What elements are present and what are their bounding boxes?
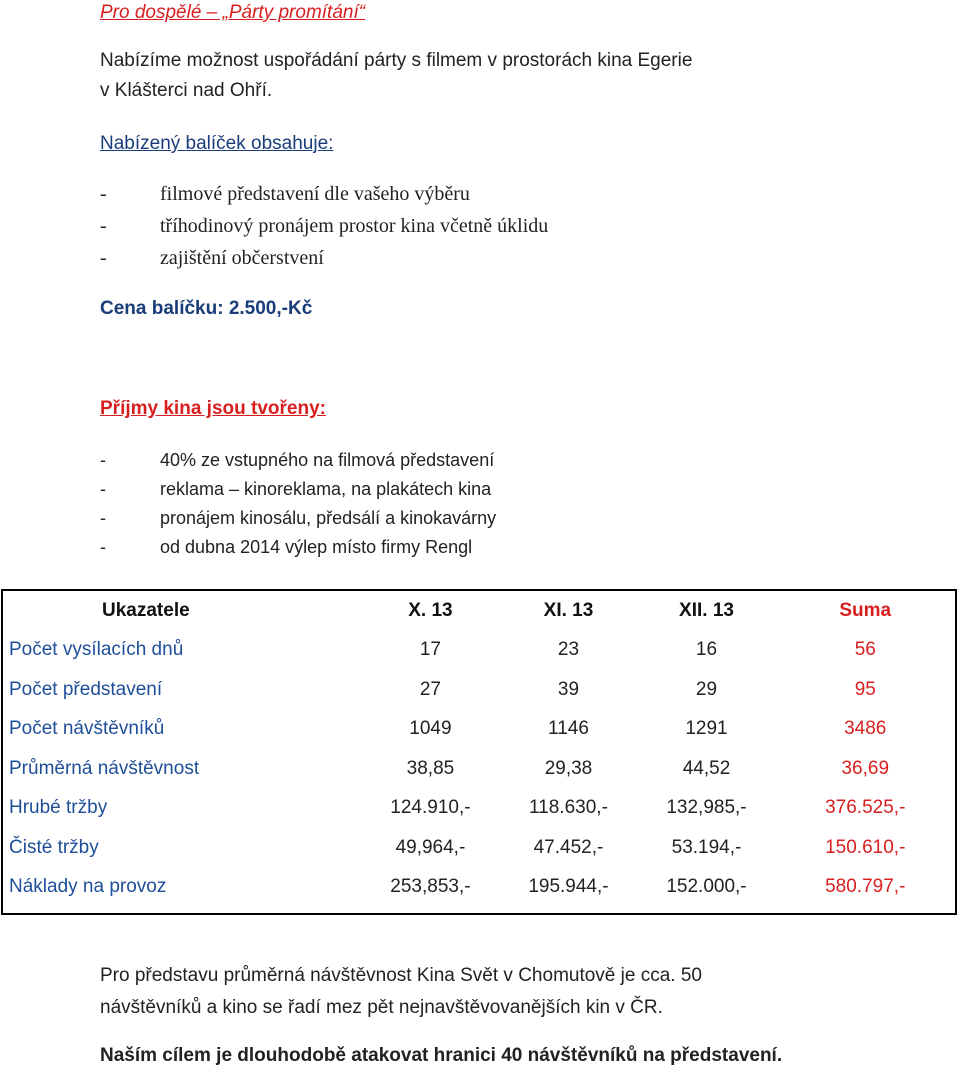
income-item: - od dubna 2014 výlep místo firmy Rengl	[100, 537, 473, 557]
header-sum: Suma	[839, 599, 892, 621]
cell-sum: 580.797,-	[825, 876, 906, 898]
table-row	[3, 631, 955, 671]
cell-value: 1146	[548, 718, 589, 740]
cell-value: 23	[557, 639, 580, 661]
cell-sum: 56	[854, 639, 876, 661]
table-header-row	[3, 591, 955, 631]
table-row	[3, 710, 955, 750]
table-row	[3, 670, 955, 710]
row-label: Čisté tržby	[9, 836, 99, 858]
cell-value: 27	[419, 678, 441, 700]
footer-line-1: Pro představu průměrná návštěvnost Kina Svět v Chomutově je cca. 50	[100, 965, 702, 986]
cell-value: 253,853,-	[390, 876, 471, 898]
row-label: Náklady na provoz	[9, 876, 167, 898]
statistics-table	[1, 589, 957, 915]
cell-value: 152.000,-	[666, 876, 747, 898]
cell-sum: 36,69	[841, 757, 890, 779]
cell-value: 195.944,-	[528, 876, 609, 898]
table-row	[3, 828, 955, 868]
cell-sum: 3486	[844, 718, 887, 740]
income-item: - reklama – kinoreklama, na plakátech kina	[100, 479, 492, 499]
cell-value: 132,985,-	[666, 797, 747, 819]
package-item: - tříhodinový pronájem prostor kina včetně úklidu	[100, 215, 549, 237]
cell-value: 47.452,-	[533, 836, 604, 858]
cell-value: 49,964,-	[395, 836, 466, 858]
package-heading: Nabízený balíček obsahuje:	[100, 133, 334, 154]
row-label: Hrubé tržby	[9, 797, 108, 819]
row-label: Průměrná návštěvnost	[9, 757, 200, 779]
header-month-nov: XI. 13	[543, 599, 594, 621]
income-heading: Příjmy kina jsou tvořeny:	[100, 398, 326, 419]
row-label: Počet vysílacích dnů	[9, 639, 184, 661]
cell-value: 118.630,-	[529, 797, 608, 819]
table-row	[3, 749, 955, 789]
party-heading: Pro dospělé – „Párty promítání“	[100, 2, 366, 23]
intro-line-1: Nabízíme možnost uspořádání párty s filmem v prostorách kina Egerie	[100, 50, 693, 71]
table-row	[3, 789, 955, 829]
footer-line-2: návštěvníků a kino se řadí mez pět nejnavštěvovanějších kin v ČR.	[100, 997, 663, 1018]
table-row	[3, 868, 955, 908]
cell-value: 39	[557, 678, 580, 700]
package-item: - zajištění občerstvení	[100, 247, 324, 269]
header-indicators: Ukazatele	[102, 599, 190, 621]
cell-value: 1049	[409, 718, 452, 740]
row-label: Počet představení	[9, 678, 163, 700]
income-item: - pronájem kinosálu, předsálí a kinokavárny	[100, 508, 497, 528]
cell-value: 53.194,-	[671, 836, 742, 858]
cell-sum: 150.610,-	[825, 836, 906, 858]
cell-sum: 376.525,-	[825, 797, 906, 819]
cell-value: 124.910,-	[390, 797, 471, 819]
goal-statement: Naším cílem je dlouhodobě atakovat hranici 40 návštěvníků na představení.	[100, 1045, 783, 1066]
package-item: - filmové představení dle vašeho výběru	[100, 183, 470, 205]
income-item: - 40% ze vstupného na filmová představení	[100, 450, 495, 470]
cell-value: 29	[695, 678, 718, 700]
cell-value: 1291	[685, 718, 728, 740]
row-label: Počet návštěvníků	[9, 718, 165, 740]
cell-value: 38,85	[406, 757, 455, 779]
cell-sum: 95	[854, 678, 876, 700]
cell-value: 44,52	[682, 757, 731, 779]
cell-value: 29,38	[544, 757, 593, 779]
header-month-dec: XII. 13	[679, 599, 734, 621]
cell-value: 16	[695, 639, 718, 661]
intro-line-2: v Klášterci nad Ohří.	[100, 80, 273, 101]
cell-value: 17	[419, 639, 441, 661]
header-month-oct: X. 13	[408, 599, 453, 621]
package-price: Cena balíčku: 2.500,-Kč	[100, 298, 313, 319]
